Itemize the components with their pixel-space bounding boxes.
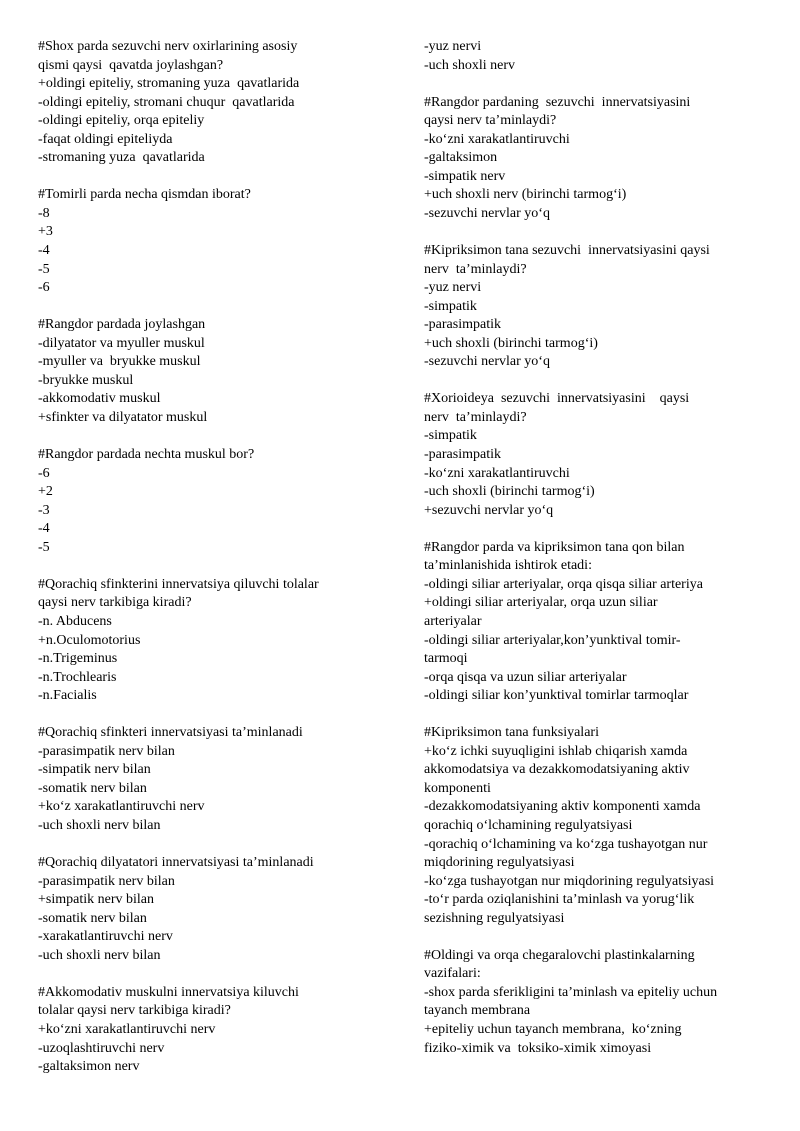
question-text: #Akkomodativ muskulni innervatsiya kiluvchi: [38, 984, 299, 1000]
answer-option: -n. Abducens: [38, 613, 112, 629]
question-text: #Qorachiq dilyatatori innervatsiyasi ta’minlanadi: [38, 855, 314, 871]
answer-option: -parasimpatik nerv bilan: [38, 873, 175, 889]
answer-option: -oldingi epiteliy, orqa epiteliy: [38, 113, 205, 129]
answer-option: +uch shoxli nerv (birinchi tarmog‘i): [424, 187, 627, 203]
question-text: #Tomirli parda necha qismdan iborat?: [38, 187, 251, 203]
answer-option: -5: [38, 261, 50, 277]
answer-option: -dezakkomodatsiyaning aktiv komponenti xamda: [424, 799, 701, 815]
answer-option: miqdorining regulyatsiyasi: [424, 855, 575, 871]
answer-option: qismi qaysi qavatda joylashgan?: [38, 57, 224, 73]
answer-option: -galtaksimon: [424, 150, 498, 166]
answer-option: -n.Trigeminus: [38, 651, 118, 667]
answer-option: vazifalari:: [424, 966, 481, 982]
blank-line: [38, 836, 378, 855]
blank-line: [424, 520, 769, 539]
answer-option: -myuller va bryukke muskul: [38, 354, 201, 370]
answer-option: +oldingi siliar arteriyalar, orqa uzun siliar: [424, 595, 658, 611]
question-text: #Rangdor pardada nechta muskul bor?: [38, 447, 255, 463]
answer-option: -4: [38, 243, 50, 259]
question-text: #Qorachiq sfinkteri innervatsiyasi ta’minlanadi: [38, 725, 303, 741]
answer-option: +epiteliy uchun tayanch membrana, ko‘zning: [424, 1021, 682, 1037]
answer-option: +uch shoxli (birinchi tarmog‘i): [424, 335, 598, 351]
answer-option: tarmoqi: [424, 651, 468, 667]
answer-option: -ko‘zni xarakatlantiruvchi: [424, 131, 570, 147]
question-text: #Kipriksimon tana funksiyalari: [424, 725, 599, 741]
blank-line: [38, 298, 378, 317]
answer-option: arteriyalar: [424, 613, 482, 629]
answer-option: -orqa qisqa va uzun siliar arteriyalar: [424, 669, 627, 685]
answer-option: qaysi nerv tarkibiga kiradi?: [38, 595, 192, 611]
question-text: #Shox parda sezuvchi nerv oxirlarining asosiy: [38, 39, 298, 54]
answer-option: -sezuvchi nervlar yo‘q: [424, 354, 550, 370]
left-column: [38, 38, 378, 1077]
answer-option: -uch shoxli nerv: [424, 57, 515, 73]
answer-option: -6: [38, 465, 50, 481]
answer-option: -bryukke muskul: [38, 372, 134, 388]
answer-option: -3: [38, 502, 50, 518]
question-text: #Rangdor parda va kipriksimon tana qon bilan: [424, 539, 685, 555]
answer-option: -somatik nerv bilan: [38, 780, 147, 796]
blank-line: [424, 75, 769, 94]
answer-option: -galtaksimon nerv: [38, 1059, 140, 1075]
answer-option: +3: [38, 224, 53, 240]
answer-option: -stromaning yuza qavatlarida: [38, 150, 205, 166]
answer-option: -qorachiq o‘lchamining va ko‘zga tushayotgan nur: [424, 836, 708, 852]
answer-option: -8: [38, 205, 50, 221]
answer-option: qaysi nerv ta’minlaydi?: [424, 113, 557, 129]
answer-option: -yuz nervi: [424, 280, 482, 296]
blank-line: [38, 965, 378, 984]
right-column: [424, 38, 769, 1058]
answer-option: -parasimpatik nerv bilan: [38, 743, 175, 759]
answer-option: -dilyatator va myuller muskul: [38, 335, 205, 351]
answer-option: +oldingi epiteliy, stromaning yuza qavatlarida: [38, 76, 300, 92]
answer-option: ta’minlanishida ishtirok etadi:: [424, 558, 592, 574]
question-text: #Kipriksimon tana sezuvchi innervatsiyasini qaysi: [424, 243, 710, 259]
answer-option: -to‘r parda oziqlanishini ta’minlash va yorug‘lik: [424, 892, 695, 908]
answer-option: komponenti: [424, 780, 491, 796]
question-text: #Rangdor pardaning sezuvchi innervatsiyasini: [424, 94, 691, 110]
answer-option: -sezuvchi nervlar yo‘q: [424, 205, 550, 221]
answer-option: -oldingi epiteliy, stromani chuqur qavatlarida: [38, 94, 295, 110]
answer-option: -uch shoxli nerv bilan: [38, 947, 161, 963]
blank-line: [424, 372, 769, 391]
answer-option: nerv ta’minlaydi?: [424, 261, 527, 277]
answer-option: +n.Oculomotorius: [38, 632, 141, 648]
answer-option: -simpatik: [424, 428, 477, 444]
question-text: #Xorioideya sezuvchi innervatsiyasini qaysi: [424, 391, 690, 407]
answer-option: -uzoqlashtiruvchi nerv: [38, 1040, 165, 1056]
blank-line: [424, 706, 769, 725]
answer-option: -xarakatlantiruvchi nerv: [38, 929, 173, 945]
blank-line: [424, 928, 769, 947]
answer-option: -uch shoxli (birinchi tarmog‘i): [424, 484, 595, 500]
blank-line: [38, 706, 378, 725]
answer-option: nerv ta’minlaydi?: [424, 409, 527, 425]
question-text: #Rangdor pardada joylashgan: [38, 317, 206, 333]
answer-option: -simpatik nerv: [424, 168, 506, 184]
answer-option: fiziko-ximik va toksiko-ximik ximoyasi: [424, 1040, 652, 1056]
question-text: #Oldingi va orqa chegaralovchi plastinkalarning: [424, 947, 695, 963]
answer-option: -oldingi siliar arteriyalar, orqa qisqa siliar arteriya: [424, 576, 703, 592]
blank-line: [424, 223, 769, 242]
answer-option: -5: [38, 539, 50, 555]
answer-option: tayanch membrana: [424, 1003, 531, 1019]
answer-option: +ko‘z ichki suyuqligini ishlab chiqarish xamda: [424, 743, 688, 759]
answer-option: +sfinkter va dilyatator muskul: [38, 409, 208, 425]
answer-option: +2: [38, 484, 53, 500]
answer-option: sezishning regulyatsiyasi: [424, 910, 565, 926]
blank-line: [38, 427, 378, 446]
blank-line: [38, 557, 378, 576]
answer-option: +ko‘zni xarakatlantiruvchi nerv: [38, 1021, 216, 1037]
question-text: #Qorachiq sfinkterini innervatsiya qiluvchi tolalar: [38, 576, 319, 592]
answer-option: +sezuvchi nervlar yo‘q: [424, 502, 554, 518]
answer-option: -ko‘zni xarakatlantiruvchi: [424, 465, 570, 481]
blank-line: [38, 168, 378, 187]
answer-option: -6: [38, 280, 50, 296]
answer-option: -oldingi siliar kon’yunktival tomirlar tarmoqlar: [424, 688, 689, 704]
answer-option: -n.Trochlearis: [38, 669, 117, 685]
answer-option: -akkomodativ muskul: [38, 391, 161, 407]
answer-option: -ko‘zga tushayotgan nur miqdorining regulyatsiyasi: [424, 873, 715, 889]
answer-option: tolalar qaysi nerv tarkibiga kiradi?: [38, 1003, 231, 1019]
answer-option: -oldingi siliar arteriyalar,kon’yunktival tomir-: [424, 632, 681, 648]
answer-option: -parasimpatik: [424, 447, 501, 463]
answer-option: -shox parda sferikligini ta’minlash va epiteliy uchun: [424, 984, 718, 1000]
answer-option: qorachiq o‘lchamining regulyatsiyasi: [424, 817, 633, 833]
answer-option: -n.Facialis: [38, 688, 97, 704]
answer-option: -yuz nervi: [424, 39, 482, 54]
answer-option: +simpatik nerv bilan: [38, 892, 154, 908]
answer-option: akkomodatsiya va dezakkomodatsiyaning aktiv: [424, 762, 690, 778]
answer-option: +ko‘z xarakatlantiruvchi nerv: [38, 799, 205, 815]
answer-option: -somatik nerv bilan: [38, 910, 147, 926]
answer-option: -faqat oldingi epiteliyda: [38, 131, 173, 147]
answer-option: -4: [38, 521, 50, 537]
answer-option: -simpatik nerv bilan: [38, 762, 151, 778]
answer-option: -simpatik: [424, 298, 477, 314]
answer-option: -uch shoxli nerv bilan: [38, 817, 161, 833]
answer-option: -parasimpatik: [424, 317, 501, 333]
